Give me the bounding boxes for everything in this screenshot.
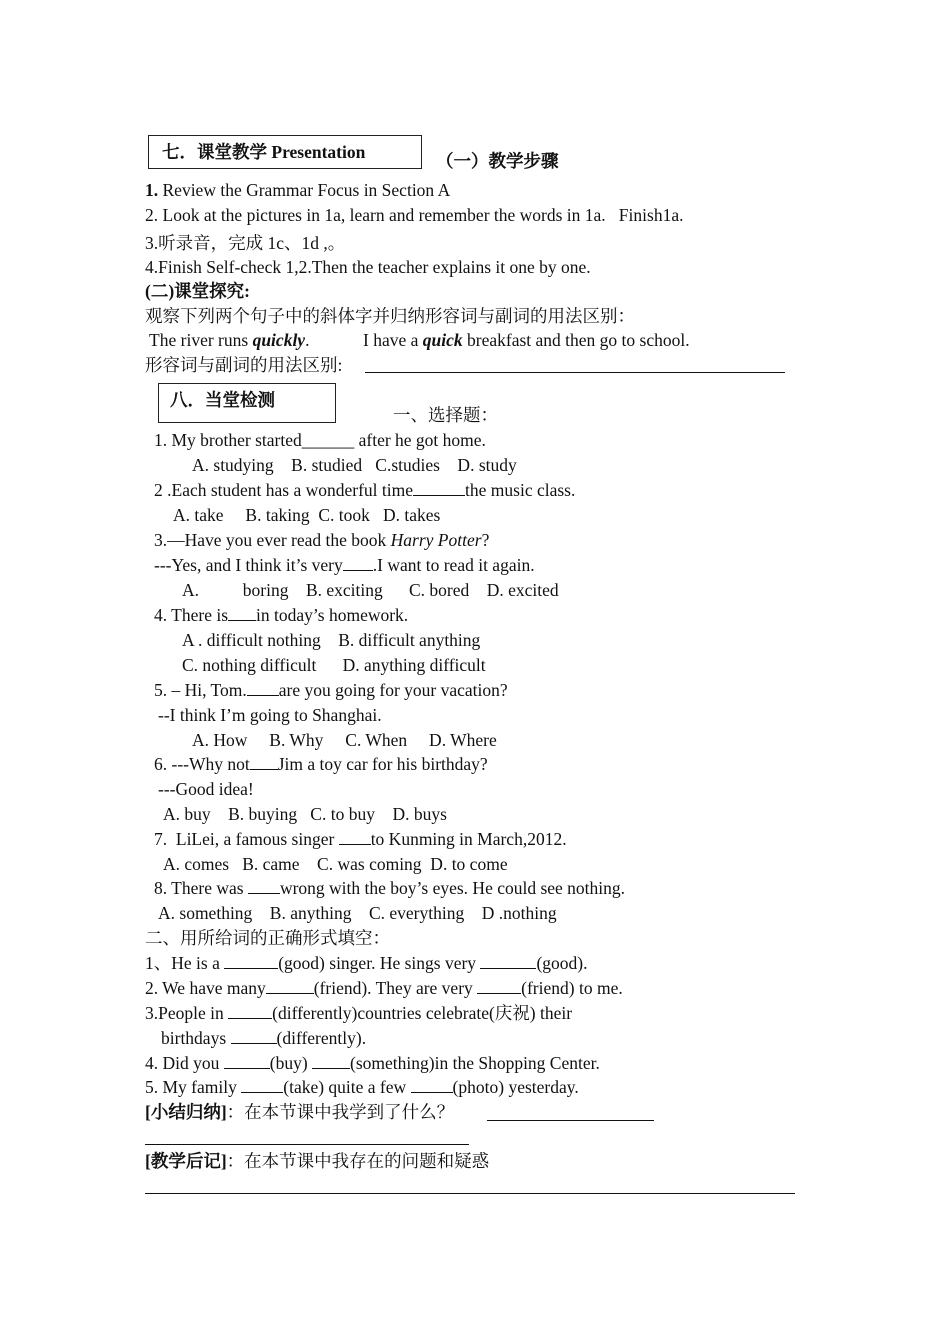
part-2-heading: 二、用所给词的正确形式填空： <box>145 928 390 948</box>
step-4: 4.Finish Self-check 1,2.Then the teacher explains it one by one. <box>145 257 591 277</box>
f4-part-a: 4. Did you <box>145 1053 224 1073</box>
question-4-options-2: C. nothing difficult D. anything difficult <box>182 655 486 675</box>
explore-instruction: 观察下列两个句子中的斜体字并归纳形容词与副词的用法区别： <box>145 306 635 326</box>
example-2-post: breakfast and then go to school. <box>462 330 690 350</box>
question-3 <box>154 529 489 551</box>
f5-part-c: (photo) yesterday. <box>452 1077 579 1097</box>
explore-heading: (二)课堂探究: <box>145 281 250 301</box>
fill-5 <box>145 1076 579 1098</box>
summary-label: [小结归纳] <box>145 1102 227 1122</box>
q5-blank <box>247 695 279 696</box>
question-6-options: A. buy B. buying C. to buy D. buys <box>163 804 447 824</box>
difference-label: 形容词与副词的用法区别: <box>145 355 347 375</box>
fill-3-continued <box>161 1027 366 1049</box>
f3-part-c: birthdays <box>161 1028 231 1048</box>
example-sentence-2 <box>363 329 690 351</box>
steps-heading: （一）教学步骤 <box>436 151 559 171</box>
fill-1 <box>145 952 587 974</box>
f3-blank-2 <box>231 1043 277 1044</box>
q7-blank <box>339 844 371 845</box>
f5-blank-2 <box>411 1092 453 1093</box>
example-1-italic-word: quickly <box>252 330 306 350</box>
f3-blank-1 <box>228 1018 272 1019</box>
q2-part-b: the music class. <box>465 480 576 500</box>
q4-part-a: 4. There is <box>154 605 229 625</box>
f2-blank-1 <box>266 993 314 994</box>
q4-part-b: in today’s homework. <box>256 605 409 625</box>
example-1-post: . <box>305 330 310 350</box>
q5-part-a: 5. – Hi, Tom. <box>154 680 247 700</box>
step-1-text: Review the Grammar Focus in Section A <box>158 180 451 200</box>
question-8 <box>154 877 625 899</box>
q2-part-a: 2 .Each student has a wonderful time <box>154 480 414 500</box>
question-5 <box>154 679 508 701</box>
question-5-options: A. How B. Why C. When D. Where <box>192 730 497 750</box>
q6-part-a: 6. ---Why not <box>154 754 250 774</box>
part-1-heading: 一、选择题： <box>393 405 498 425</box>
question-5-reply: --I think I’m going to Shanghai. <box>158 705 382 725</box>
f5-blank-1 <box>241 1092 283 1093</box>
q5-part-b: are you going for your vacation? <box>278 680 508 700</box>
f5-part-b: (take) quite a few <box>283 1077 411 1097</box>
afterword-line <box>145 1150 489 1172</box>
f2-blank-2 <box>477 993 521 994</box>
question-1: 1. My brother started______ after he got home. <box>154 430 486 450</box>
q3-reply-a: ---Yes, and I think it’s very <box>154 555 343 575</box>
f3-part-d: (differently). <box>276 1028 367 1048</box>
example-2-pre: I have a <box>363 330 423 350</box>
q2-blank <box>413 495 465 496</box>
summary-line <box>145 1101 459 1123</box>
question-1-options: A. studying B. studied C.studies D. study <box>192 455 517 475</box>
question-4 <box>154 604 408 626</box>
q7-part-a: 7. LiLei, a famous singer <box>154 829 339 849</box>
f3-part-b: (differently)countries celebrate(庆祝) their <box>272 1003 573 1023</box>
difference-answer-line <box>365 372 785 373</box>
q4-blank <box>228 620 256 621</box>
f1-blank-1 <box>224 968 278 969</box>
f4-part-b: (buy) <box>269 1053 313 1073</box>
question-3-reply <box>154 554 535 576</box>
step-2: 2. Look at the pictures in 1a, learn and remember the words in 1a. Finish1a. <box>145 205 684 225</box>
q6-blank <box>250 769 278 770</box>
q8-part-b: wrong with the boy’s eyes. He could see nothing. <box>279 878 626 898</box>
q8-blank <box>248 893 280 894</box>
fill-4 <box>145 1052 600 1074</box>
step-1-number: 1. <box>145 180 159 200</box>
f4-part-c: (something)in the Shopping Center. <box>350 1053 600 1073</box>
q7-part-b: to Kunming in March,2012. <box>370 829 567 849</box>
question-6-reply: ---Good idea! <box>158 779 254 799</box>
question-3-options: A. boring B. exciting C. bored D. excited <box>182 580 559 600</box>
question-2-options: A. take B. taking C. took D. takes <box>173 505 441 525</box>
fill-2 <box>145 977 623 999</box>
f2-part-c: (friend) to me. <box>521 978 623 998</box>
q3-part-b: ? <box>481 530 490 550</box>
example-2-italic-word: quick <box>422 330 463 350</box>
step-3: 3.听录音，完成 1c、1d ,。 <box>145 233 346 253</box>
f3-part-a: 3.People in <box>145 1003 229 1023</box>
q3-book-title: Harry Potter <box>390 530 482 550</box>
f1-blank-2 <box>480 968 536 969</box>
question-7-options: A. comes B. came C. was coming D. to come <box>163 854 508 874</box>
question-2 <box>154 479 575 501</box>
q3-blank <box>343 570 373 571</box>
f2-part-b: (friend). They are very <box>313 978 478 998</box>
f2-part-a: 2. We have many <box>145 978 266 998</box>
f4-blank-2 <box>312 1068 350 1069</box>
f5-part-a: 5. My family <box>145 1077 242 1097</box>
question-4-options-1: A . difficult nothing B. difficult anything <box>182 630 481 650</box>
summary-answer-line-1 <box>487 1120 654 1121</box>
q6-part-b: Jim a toy car for his birthday? <box>277 754 488 774</box>
q8-part-a: 8. There was <box>154 878 248 898</box>
summary-prompt: ：在本节课中我学到了什么？ <box>226 1102 459 1122</box>
f1-part-b: (good) singer. He sings very <box>278 953 481 973</box>
question-8-options: A. something B. anything C. everything D .nothing <box>158 903 557 923</box>
section-8-title: 八．当堂检测 <box>170 390 275 410</box>
fill-3 <box>145 1002 572 1024</box>
example-sentence-1 <box>145 329 309 351</box>
question-6 <box>154 753 488 775</box>
f4-blank-1 <box>224 1068 270 1069</box>
afterword-label: [教学后记] <box>145 1151 227 1171</box>
q3-reply-b: .I want to read it again. <box>372 555 535 575</box>
question-7 <box>154 828 567 850</box>
section-7-title: 七．课堂教学 Presentation <box>162 142 366 162</box>
q3-part-a: 3.—Have you ever read the book <box>154 530 391 550</box>
afterword-prompt: ：在本节课中我存在的问题和疑惑 <box>226 1151 490 1171</box>
afterword-answer-line <box>145 1193 795 1194</box>
example-1-pre: The river runs <box>145 330 253 350</box>
f1-part-a: 1、He is a <box>145 953 225 973</box>
summary-answer-line-2 <box>145 1144 469 1145</box>
f1-part-c: (good). <box>536 953 588 973</box>
step-1 <box>145 179 450 201</box>
